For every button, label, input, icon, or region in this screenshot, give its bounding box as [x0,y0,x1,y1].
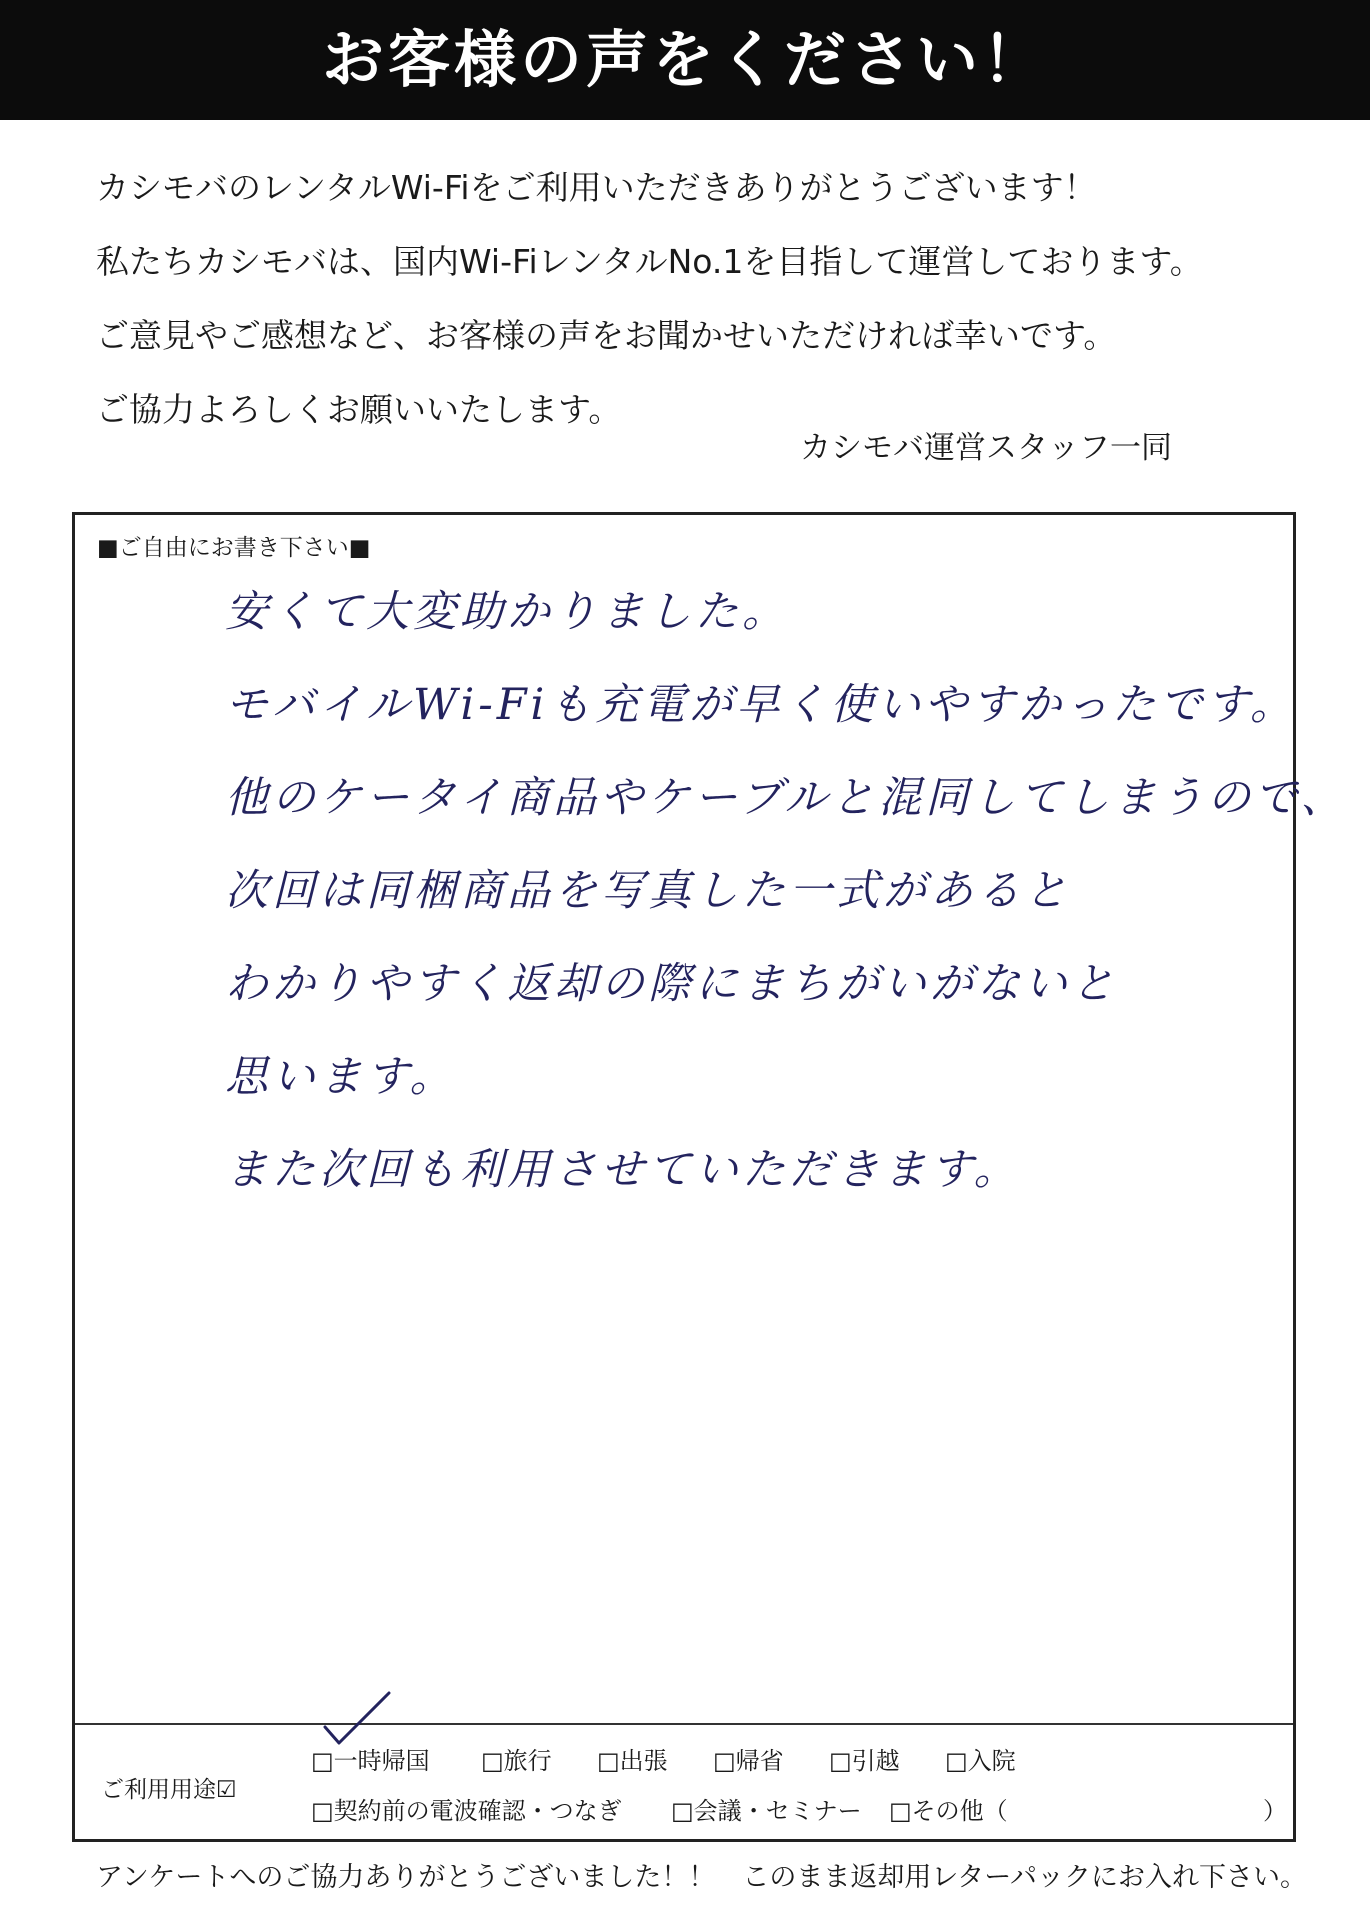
handwritten-line: また次回も利用させていただきます。 [225,1145,1021,1195]
usage-option-meeting-seminar[interactable]: □会議・セミナー [671,1797,862,1825]
usage-option-business-trip[interactable]: □出張 [597,1747,668,1775]
handwritten-comment [225,570,1348,1221]
usage-option-temporary-return[interactable]: □一時帰国 [311,1747,430,1775]
intro-line: ご意見やご感想など、お客様の声をお聞かせいただければ幸いです。 [96,316,1117,355]
handwritten-line: モバイルWi-Fiも充電が早く使いやすかったです。 [225,680,1297,730]
intro-line: ご協力よろしくお願いいたします。 [96,390,622,429]
checkmark-icon [319,1689,399,1749]
handwritten-line: 他のケータイ商品やケーブルと混同してしまうので、 [225,773,1348,823]
usage-option-homecoming[interactable]: □帰省 [713,1747,784,1775]
usage-option-other[interactable]: □その他（ [889,1797,1008,1825]
intro-line: 私たちカシモバは、国内Wi-FiレンタルNo.1を目指して運営しております。 [96,242,1203,281]
handwritten-line: 安くて大変助かりました。 [225,587,789,637]
comment-box-header: ■ご自由にお書き下さい■ [97,535,371,561]
comment-box [72,512,1348,1842]
footer-note: アンケートへのご協力ありがとうございました！！ このまま返却用レターパックにお入れ下さい。 [96,1862,1307,1893]
usage-option-signal-check[interactable]: □契約前の電波確認・つなぎ [311,1797,622,1825]
usage-option-hospitalization[interactable]: □入院 [945,1747,1016,1775]
handwritten-line: 思います。 [225,1052,457,1102]
intro-text [96,160,1326,456]
usage-other-close-paren: ） [1263,1797,1287,1825]
usage-label: ご利用用途☑ [101,1777,237,1803]
handwritten-line: わかりやすく返却の際にまちがいがないと [225,959,1118,1009]
page-title-banner [0,0,1370,120]
handwritten-line: 次回は同梱商品を写真した一式があると [225,866,1071,916]
usage-section [75,1723,1293,1841]
usage-option-moving[interactable]: □引越 [829,1747,900,1775]
usage-option-travel[interactable]: □旅行 [481,1747,552,1775]
intro-line: カシモバのレンタルWi-Fiをご利用いただきありがとうございます！ [96,168,1097,207]
page-title: お客様の声をください！ [321,23,1048,96]
staff-signature: カシモバ運営スタッフ一同 [800,430,1172,466]
